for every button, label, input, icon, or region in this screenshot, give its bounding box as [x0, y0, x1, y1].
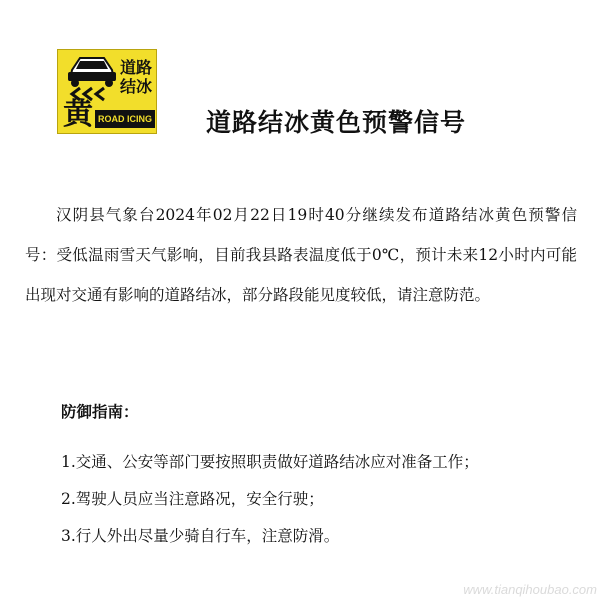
- icon-level-label: 黄: [63, 97, 93, 132]
- icon-label-cn: 道路结冰: [120, 58, 153, 96]
- warning-body-text: 汉阴县气象台2024年02月22日19时40分继续发布道路结冰黄色预警信号：受低温雨雪天气影响，目前我县路表温度低于0℃，预计未来12小时内可能出现对交通有影响的道路结冰，部分路段能见度较低，请注意防范。: [25, 206, 577, 304]
- guide-heading: 防御指南：: [61, 403, 139, 421]
- guide-item: 3.行人外出尽量少骑自行车，注意防滑。: [61, 527, 340, 545]
- page-title: 道路结冰黄色预警信号: [206, 108, 467, 137]
- guide-item: 2.驾驶人员应当注意路况，安全行驶；: [61, 490, 324, 508]
- guide-item: 1.交通、公安等部门要按照职责做好道路结冰应对准备工作；: [61, 453, 479, 471]
- icon-label-en: ROAD ICING: [95, 110, 155, 128]
- watermark: www.tianqihoubao.com: [463, 582, 597, 597]
- guide-list: [61, 444, 479, 555]
- road-icing-warning-icon: [57, 49, 157, 134]
